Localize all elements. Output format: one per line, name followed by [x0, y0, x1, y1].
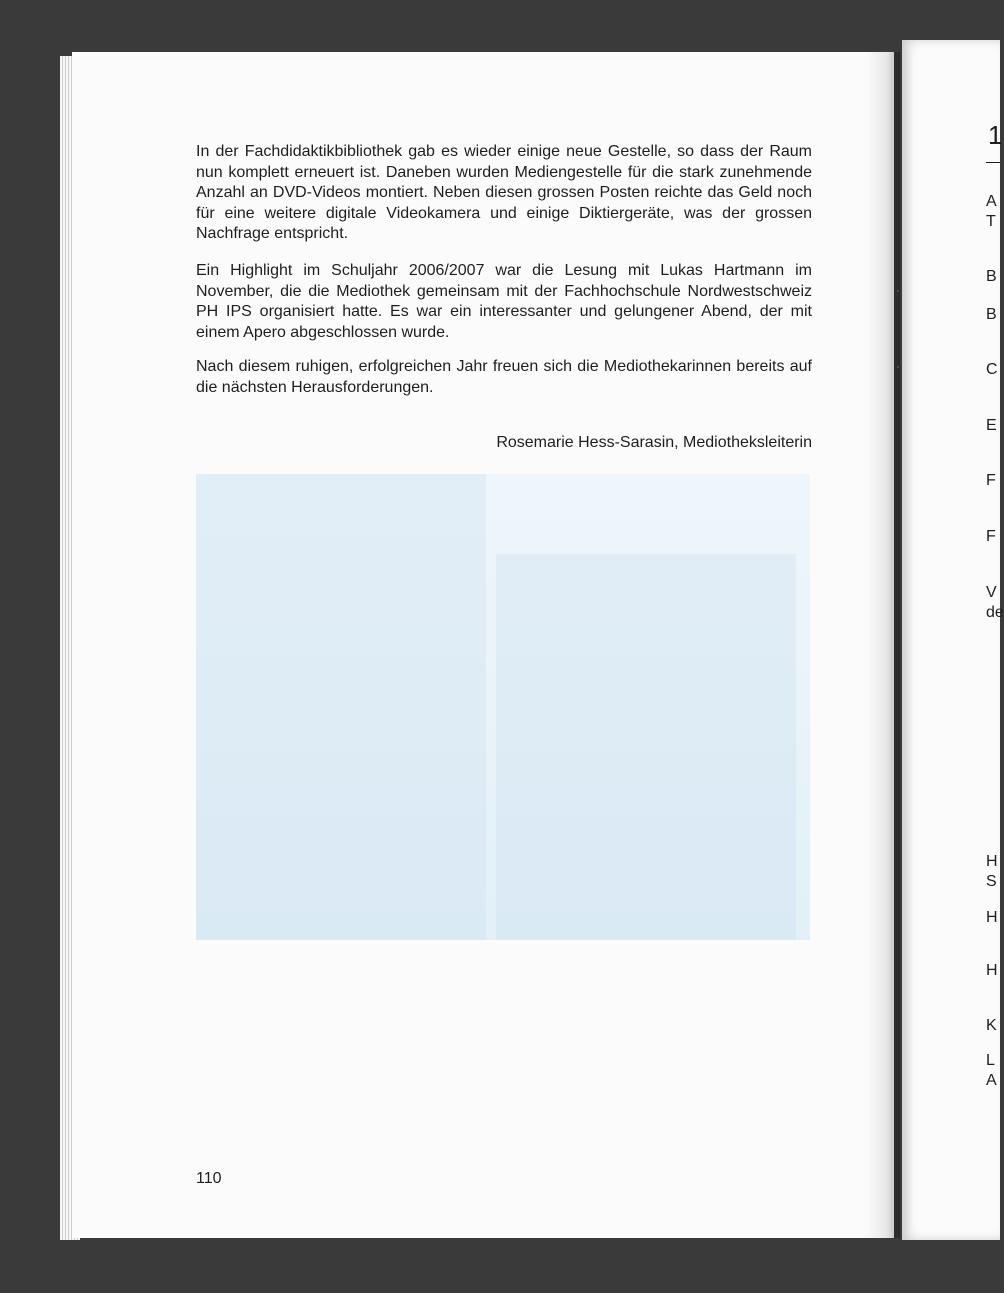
paragraph-library: In der Fachdidaktikbibliothek gab es wieder einige neue Gestelle, so dass der Raum nun komplett erneuert ist. Daneben wurden Mediengestelle für die stark zunehmende Anzahl an DVD-Videos montiert. Neben diesen grossen Posten reichte das Geld noch für eine weitere digitale Videokamera und einige Diktiergeräte, was der grossen Nachfrage entspricht. [196, 143, 812, 242]
paper-speck [897, 290, 899, 292]
page-number: 110 [196, 1170, 222, 1187]
right-page-line: H [986, 853, 998, 870]
right-page-line: A [986, 193, 997, 210]
right-page-line: E [986, 417, 997, 434]
right-page-line: H [986, 909, 998, 926]
signature: Rosemarie Hess-Sarasin, Mediotheksleiterin [496, 434, 812, 451]
paragraph-highlight: Ein Highlight im Schuljahr 2006/2007 war die Lesung mit Lukas Hartmann im November, die die Mediothek gemeinsam mit der Fachhochschule Nordwestschweiz PH IPS organisiert hatte. Es war ein interessanter und gelungener Abend, der mit einem Apero abgeschlossen wurde. [196, 262, 812, 341]
right-page-heading: 1 [988, 120, 1003, 150]
right-page-rule [986, 162, 1000, 163]
right-page-line: K [986, 1017, 997, 1034]
faded-photo [196, 474, 810, 940]
right-page-line: A [986, 1072, 997, 1089]
right-page-line: C [986, 361, 998, 378]
paragraph-outlook: Nach diesem ruhigen, erfolgreichen Jahr freuen sich die Mediothekarinnen bereits auf die nächsten Herausforderungen. [196, 358, 812, 396]
right-page-line: H [986, 962, 998, 979]
right-page-line: F [986, 528, 996, 545]
right-page-line: L [986, 1052, 995, 1069]
right-page-line: F [986, 472, 996, 489]
right-page-line: T [986, 213, 996, 230]
right-page-line: B [986, 268, 997, 285]
paper-speck [897, 366, 899, 368]
book-gutter [866, 52, 900, 1238]
right-page-line: B [986, 306, 997, 323]
right-page-line: de [986, 604, 1004, 621]
right-page-line: S [986, 873, 997, 890]
right-page-line: V [986, 584, 997, 601]
